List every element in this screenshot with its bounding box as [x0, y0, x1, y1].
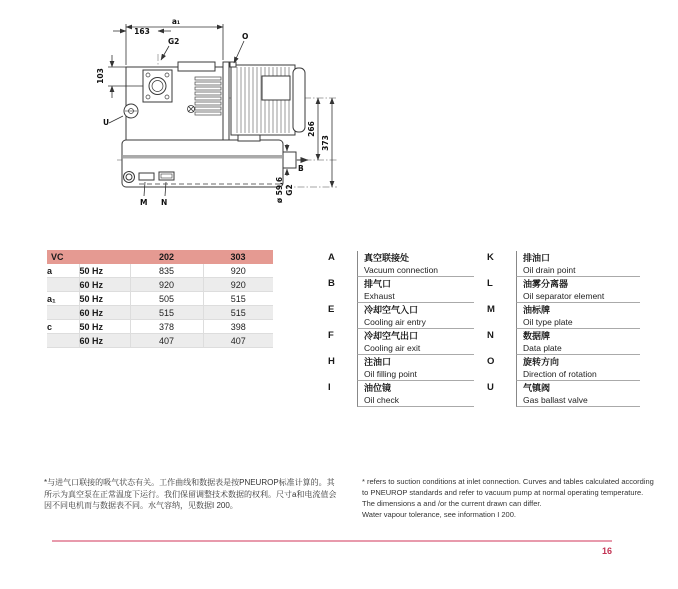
legend-en: Oil check — [364, 395, 399, 405]
legend-letter: U — [487, 382, 494, 393]
page-number: 16 — [601, 546, 612, 556]
legend-zh: 注油口 — [364, 357, 392, 367]
g2-top-label: G2 — [168, 37, 180, 46]
col-202-header: 202 — [130, 250, 203, 264]
table-row: a₁ 50 Hz 505 515 — [47, 292, 273, 306]
legend-zh: 油标牌 — [523, 305, 551, 315]
u-leader — [109, 116, 123, 123]
table-row: 60 Hz 407 407 — [47, 334, 273, 348]
legend-en: Oil type plate — [523, 317, 573, 327]
legend-zh: 气镇阀 — [523, 383, 551, 393]
table-row: 60 Hz 920 920 — [47, 278, 273, 292]
legend-zh: 冷却空气入口 — [364, 305, 419, 315]
u-label: U — [103, 118, 110, 127]
footnote-line: Water vapour tolerance, see information I 200. — [362, 510, 516, 519]
o-leader — [234, 41, 244, 63]
footnote-line: 因不同电机而与数据表不同。水气容纳，见数据I 200。 — [44, 501, 238, 510]
legend-entry — [328, 329, 474, 355]
legend-entry — [487, 329, 640, 355]
legend-entry — [487, 355, 640, 381]
footer-rule — [52, 540, 612, 542]
gas-ballast-valve — [124, 104, 138, 118]
legend-zh: 油位镜 — [364, 383, 392, 393]
legend-letter: K — [487, 252, 494, 263]
legend-entry — [328, 355, 474, 381]
footnote-line: The dimensions a and /or the current drawn can differ. — [362, 499, 542, 508]
motor-foot — [238, 135, 260, 141]
legend-letter: O — [487, 356, 495, 367]
dim-266-label: 266 — [307, 121, 316, 137]
g2-leader — [161, 46, 169, 60]
legend-en: Cooling air exit — [364, 343, 421, 353]
footnote-line: *与进气口联接的吸气状态有关。工作曲线和数据表是按PNEUROP标准计算的。其 — [44, 478, 335, 487]
legend-column-right — [487, 251, 640, 407]
b-label: B — [298, 164, 304, 173]
legend-letter: F — [328, 330, 334, 341]
rotation-flag — [230, 62, 236, 67]
legend-entry — [487, 277, 640, 303]
legend-zh: 油雾分离器 — [523, 279, 569, 289]
dim-163-label: 163 — [134, 27, 150, 36]
legend-en: Direction of rotation — [523, 369, 597, 379]
top-box — [178, 62, 215, 71]
oil-type-plate — [139, 173, 154, 180]
terminal-box — [262, 76, 290, 100]
table-header-row — [47, 250, 273, 264]
legend-zh: 旋转方向 — [523, 357, 560, 367]
dim-373-label: 373 — [321, 135, 330, 151]
legend-en: Oil separator element — [523, 291, 605, 301]
motor — [230, 62, 305, 141]
footnote-english — [362, 476, 654, 520]
legend-en: Gas ballast valve — [523, 395, 588, 405]
legend-letter: I — [328, 382, 331, 393]
footnote-chinese — [44, 477, 336, 512]
m-label: M — [140, 198, 148, 207]
legend-zh: 真空联接处 — [364, 253, 410, 263]
motor-end-cap — [293, 68, 305, 132]
legend-en: Cooling air entry — [364, 317, 426, 327]
footnote-line: to PNEUROP standards and refer to vacuum pump at normal operating temperature. — [362, 488, 644, 497]
table-row: 60 Hz 515 515 — [47, 306, 273, 320]
legend-en: Exhaust — [364, 291, 395, 301]
o-label: O — [242, 32, 249, 41]
exhaust-port — [283, 152, 296, 168]
legend-zh: 排油口 — [523, 253, 551, 263]
legend-letter: N — [487, 330, 494, 341]
footnote-line: 所示为真空泵在正常温度下运行。我们保留调整技术数据的权利。尺寸a和电流值会 — [44, 489, 337, 499]
n-label: N — [161, 198, 168, 207]
small-valve — [188, 106, 195, 113]
legend-entry — [328, 381, 474, 407]
legend-entry — [487, 381, 640, 407]
legend-zh: 排气口 — [364, 279, 392, 289]
table-row: a 50 Hz 835 920 — [47, 264, 273, 278]
port-diameter-label: ø 59,6 — [275, 176, 284, 204]
dim-a1-label: a₁ — [171, 17, 181, 26]
pump-body — [126, 62, 229, 140]
legend-letter: A — [328, 252, 335, 263]
legend-en: Oil filling point — [364, 369, 417, 379]
legend-letter: M — [487, 304, 495, 315]
oil-reservoir — [122, 140, 296, 187]
model-header: VC — [47, 250, 130, 264]
legend-en: Data plate — [523, 343, 562, 353]
legend-zh: 数据牌 — [523, 331, 551, 341]
col-303-header: 303 — [203, 250, 273, 264]
legend-entry — [328, 251, 474, 277]
legend-entry — [487, 303, 640, 329]
legend-en: Oil drain point — [523, 265, 576, 275]
inlet-flange — [143, 70, 172, 102]
legend-letter: B — [328, 278, 335, 289]
legend-letter: E — [328, 304, 335, 315]
legend-zh: 冷却空气出口 — [364, 331, 419, 341]
dim-103-label: 103 — [96, 68, 105, 84]
footnote-line: * refers to suction conditions at inlet connection. Curves and tables calculated according — [362, 477, 654, 486]
legend-letter: H — [328, 356, 335, 367]
legend-en: Vacuum connection — [364, 265, 439, 275]
legend-entry — [487, 251, 640, 277]
adapter-plate — [223, 62, 229, 140]
legend-entry — [328, 277, 474, 303]
legend-letter: L — [487, 278, 493, 289]
dimensions-table — [47, 250, 273, 348]
legend-column-left — [328, 251, 474, 407]
g2-bottom-label: G2 — [285, 184, 294, 196]
pump-technical-drawing — [95, 8, 365, 218]
table-row: c 50 Hz 378 398 — [47, 320, 273, 334]
legend-entry — [328, 303, 474, 329]
